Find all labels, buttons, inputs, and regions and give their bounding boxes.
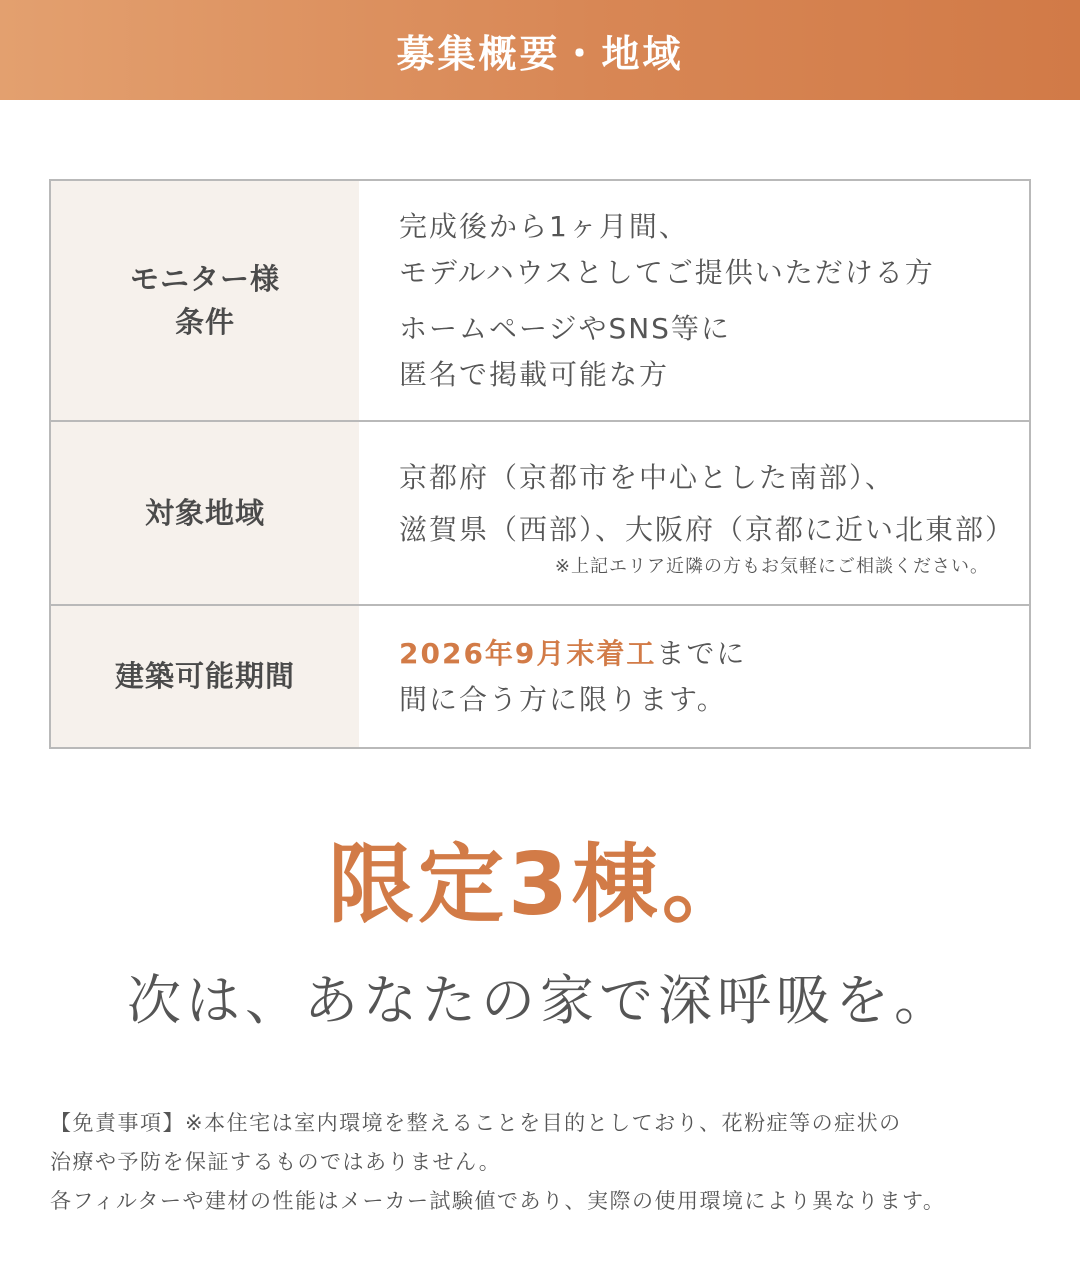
recruitment-table <box>49 179 1031 749</box>
disclaimer-line: 【免責事項】※本住宅は室内環境を整えることを目的としており、花粉症等の症状の <box>50 1111 902 1135</box>
deadline-highlight: 2026年9月末着工 <box>399 636 657 670</box>
table-row-monitor-conditions <box>51 181 1029 420</box>
content-line: 滋賀県（西部）、大阪府（京都に近い北東部） <box>399 513 1016 546</box>
section-header <box>0 0 1080 100</box>
limited-headline: 限定3棟。 <box>328 835 752 935</box>
row-heading: 対象地域 <box>51 422 359 604</box>
row-heading <box>51 181 359 420</box>
row-content <box>359 606 1029 747</box>
tagline: 次は、あなたの家で深呼吸を。 <box>127 969 953 1032</box>
heading-line: 条件 <box>174 304 235 339</box>
table-row-construction-period <box>51 604 1029 747</box>
row-content <box>359 181 1029 420</box>
content-line: 匿名で掲載可能な方 <box>399 357 670 391</box>
heading-line: モニター様 <box>129 261 280 296</box>
content-line: 間に合う方に限ります。 <box>399 682 727 716</box>
content-line: 完成後から1ヶ月間、 <box>399 209 689 243</box>
content-line <box>399 631 1029 677</box>
content-line: 京都府（京都市を中心とした南部）、 <box>399 461 896 494</box>
disclaimer <box>50 1104 1040 1221</box>
row-content <box>359 422 1029 604</box>
deadline-suffix: までに <box>656 636 747 670</box>
table-row-target-area <box>51 420 1029 604</box>
disclaimer-line: 治療や予防を保証するものではありません。 <box>50 1150 502 1174</box>
row-heading: 建築可能期間 <box>51 606 359 747</box>
section-title: 募集概要・地域 <box>396 31 684 76</box>
content-line: モデルハウスとしてご提供いただける方 <box>399 255 935 289</box>
disclaimer-line: 各フィルターや建材の性能はメーカー試験値であり、実際の使用環境により異なります。 <box>50 1189 946 1213</box>
content-line: ホームページやSNS等に <box>399 311 731 345</box>
area-note: ※上記エリア近隣の方もお気軽にご相談ください。 <box>554 556 989 577</box>
